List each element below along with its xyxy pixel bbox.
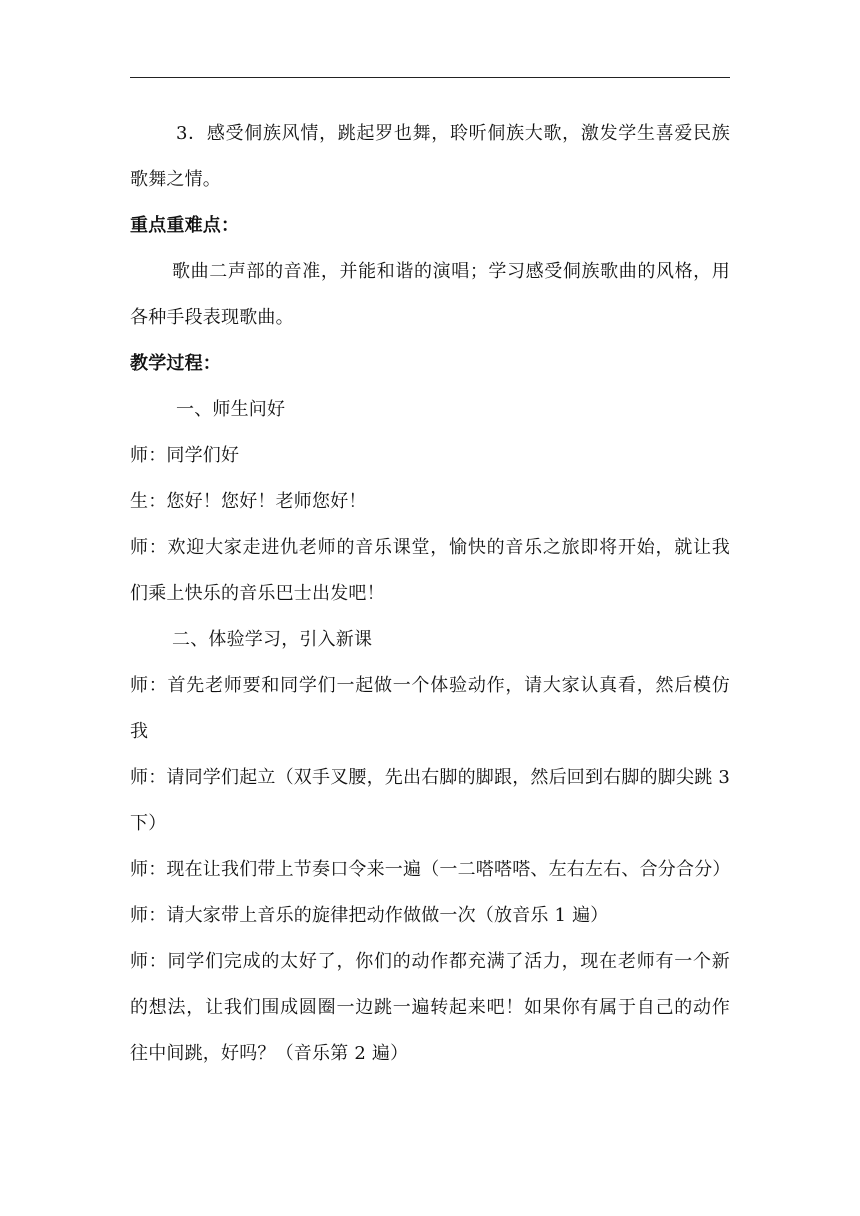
header-rule	[130, 77, 730, 78]
dialogue-line: 师：同学们好	[130, 445, 240, 466]
section-heading-process: 教学过程：	[130, 353, 221, 374]
dialogue-line: 师：首先老师要和同学们一起做一个体验动作，请大家认真看，然后模仿我	[130, 675, 730, 742]
dialogue-line: 师：请大家带上音乐的旋律把动作做做一次（放音乐 1 遍）	[130, 905, 609, 926]
document-body	[130, 111, 730, 1077]
dialogue-line: 师：欢迎大家走进仇老师的音乐课堂，愉快的音乐之旅即将开始，就让我们乘上快乐的音乐巴士出发吧！	[130, 537, 730, 604]
dialogue-line: 师：同学们完成的太好了，你们的动作都充满了活力，现在老师有一个新的想法，让我们围成圆圈一边跳一遍转起来吧！如果你有属于自己的动作往中间跳，好吗？（音乐第 2 遍）	[130, 951, 730, 1064]
step-heading-1: 一、师生问好	[176, 399, 286, 420]
section-heading-key-points: 重点重难点：	[130, 215, 240, 236]
dialogue-line: 师：现在让我们带上节奏口令来一遍（一二嗒嗒嗒、左右左右、合分合分）	[130, 859, 731, 880]
step-heading-2: 二、体验学习，引入新课	[172, 629, 373, 650]
paragraph-key-points: 歌曲二声部的音准，并能和谐的演唱；学习感受侗族歌曲的风格，用各种手段表现歌曲。	[130, 261, 730, 328]
dialogue-line: 生：您好！您好！老师您好！	[130, 491, 367, 512]
paragraph-goal-3: 3．感受侗族风情，跳起罗也舞，聆听侗族大歌，激发学生喜爱民族歌舞之情。	[130, 123, 730, 190]
dialogue-line: 师：请同学们起立（双手叉腰，先出右脚的脚跟，然后回到右脚的脚尖跳 3 下）	[130, 767, 730, 834]
